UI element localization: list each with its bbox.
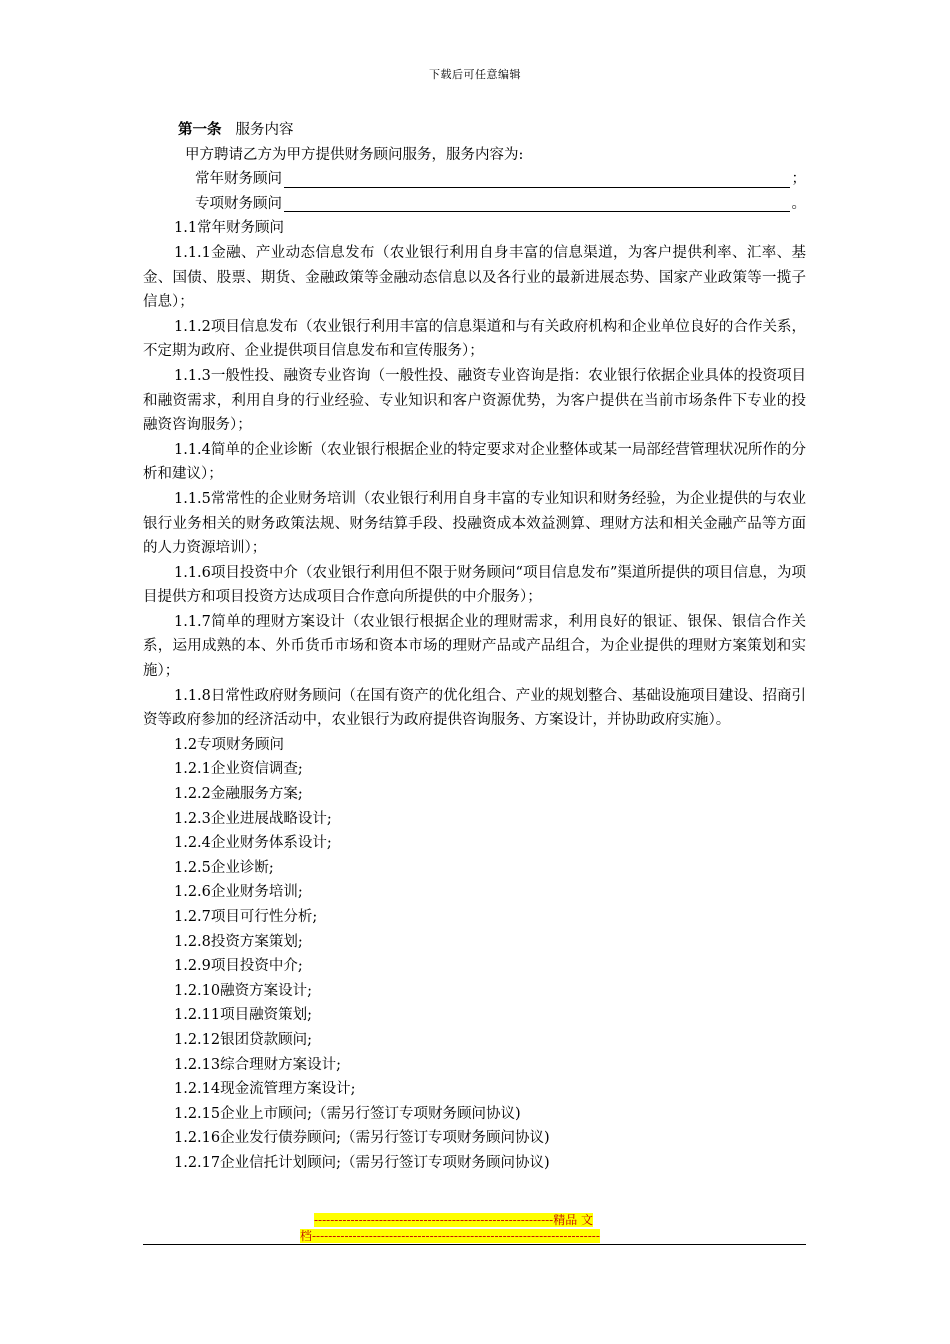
- article-title: 服务内容: [235, 122, 294, 138]
- list-item: 1.2.17企业信托计划顾问;（需另行签订专项财务顾问协议): [174, 1154, 550, 1171]
- clause-paragraph: 1.1.8日常性政府财务顾问（在国有资产的优化组合、产业的规划整合、基础设施项目建设、招商引资等政府参加的经济活动中，农业银行为政府提供咨询服务、方案设计，并协助政府实施）。: [143, 687, 806, 729]
- fill-in-line[interactable]: [284, 194, 790, 212]
- document-body: [143, 118, 806, 1176]
- blank-end: 。: [791, 195, 806, 212]
- list-item: 1.2.7项目可行性分析;: [174, 909, 318, 925]
- list-item: 1.2.5企业诊断;: [174, 859, 274, 876]
- list-item: 1.2.15企业上市顾问;（需另行签订专项财务顾问协议): [174, 1105, 521, 1122]
- clause-paragraph: 1.1.1金融、产业动态信息发布（农业银行利用自身丰富的信息渠道，为客户提供利率、汇率、基金、国债、股票、期货、金融政策等金融动态信息以及各行业的最新进展态势、国家产业政策等一揽子信息）；: [143, 244, 806, 311]
- clause-paragraph: 1.1.5常常性的企业财务培训（农业银行利用自身丰富的专业知识和财务经验，为企业提供的与农业银行业务相关的财务政策法规、财务结算手段、投融资成本效益测算、理财方法和相关金融产品等方面的人力资源培训）；: [143, 490, 806, 557]
- list-item: 1.2.8投资方案策划;: [174, 933, 303, 950]
- blank-special-advisor: [143, 192, 806, 217]
- footer-watermark: [300, 1212, 650, 1244]
- fill-in-line[interactable]: [284, 170, 790, 188]
- list-item: 1.2.6企业财务培训;: [174, 884, 303, 901]
- footer-line-2: 档-----------------------------------------------------------------------: [300, 1229, 600, 1243]
- list-item: 1.2.11项目融资策划;: [174, 1007, 313, 1024]
- list-item: 1.2.12银团贷款顾问;: [174, 1031, 313, 1048]
- clause-paragraph: 1.1.6项目投资中介（农业银行利用但不限于财务顾问“项目信息发布”渠道所提供的项目信息，为项目提供方和项目投资方达成项目合作意向所提供的中介服务）；: [143, 564, 806, 606]
- clause-paragraph: 1.1.7简单的理财方案设计（农业银行根据企业的理财需求，利用良好的银证、银保、银信合作关系，运用成熟的本、外币货币市场和资本市场的理财产品或产品组合，为企业提供的理财方案策划和实施）；: [143, 613, 806, 680]
- list-item: 1.2.1企业资信调查;: [174, 761, 303, 778]
- section-heading: 1.1常年财务顾问: [174, 220, 285, 237]
- clause-paragraph: 1.1.3一般性投、融资专业咨询（一般性投、融资专业咨询是指：农业银行依据企业具体的投资项目和融资需求，利用自身的行业经验、专业知识和客户资源优势，为客户提供在当前市场条件下专业的投融资咨询服务）；: [143, 367, 806, 434]
- list-item: 1.2.13综合理财方案设计;: [174, 1056, 342, 1073]
- section-heading: 1.2专项财务顾问: [174, 736, 285, 753]
- blank-end: ；: [791, 171, 806, 188]
- blank-label: 专项财务顾问: [195, 195, 282, 212]
- clause-paragraph: 1.1.2项目信息发布（农业银行利用丰富的信息渠道和与有关政府机构和企业单位良好的合作关系，不定期为政府、企业提供项目信息发布和宣传服务）；: [143, 318, 806, 360]
- clause-paragraph: 1.1.4简单的企业诊断（农业银行根据企业的特定要求对企业整体或某一局部经营管理状况所作的分析和建议）；: [143, 441, 806, 483]
- list-item: 1.2.14现金流管理方案设计;: [174, 1081, 356, 1098]
- footer-rule: [143, 1244, 806, 1245]
- article-heading: [143, 118, 806, 143]
- list-item: 1.2.4企业财务体系设计;: [174, 835, 332, 852]
- article-number: 第一条: [178, 121, 222, 138]
- footer-line-1: -----------------------------------------------------------精品 文: [314, 1213, 594, 1227]
- list-item: 1.2.3企业进展战略设计;: [174, 810, 332, 827]
- page-header: 下载后可任意编辑: [429, 68, 521, 81]
- section-list: [143, 216, 806, 1175]
- list-item: 1.2.16企业发行债券顾问;（需另行签订专项财务顾问协议): [174, 1130, 550, 1147]
- intro-text: 甲方聘请乙方为甲方提供财务顾问服务，服务内容为:: [185, 146, 524, 163]
- list-item: 1.2.2金融服务方案;: [174, 786, 303, 803]
- blank-annual-advisor: [143, 167, 806, 192]
- list-item: 1.2.9项目投资中介;: [174, 958, 303, 975]
- blank-label: 常年财务顾问: [195, 171, 282, 188]
- list-item: 1.2.10融资方案设计;: [174, 982, 313, 999]
